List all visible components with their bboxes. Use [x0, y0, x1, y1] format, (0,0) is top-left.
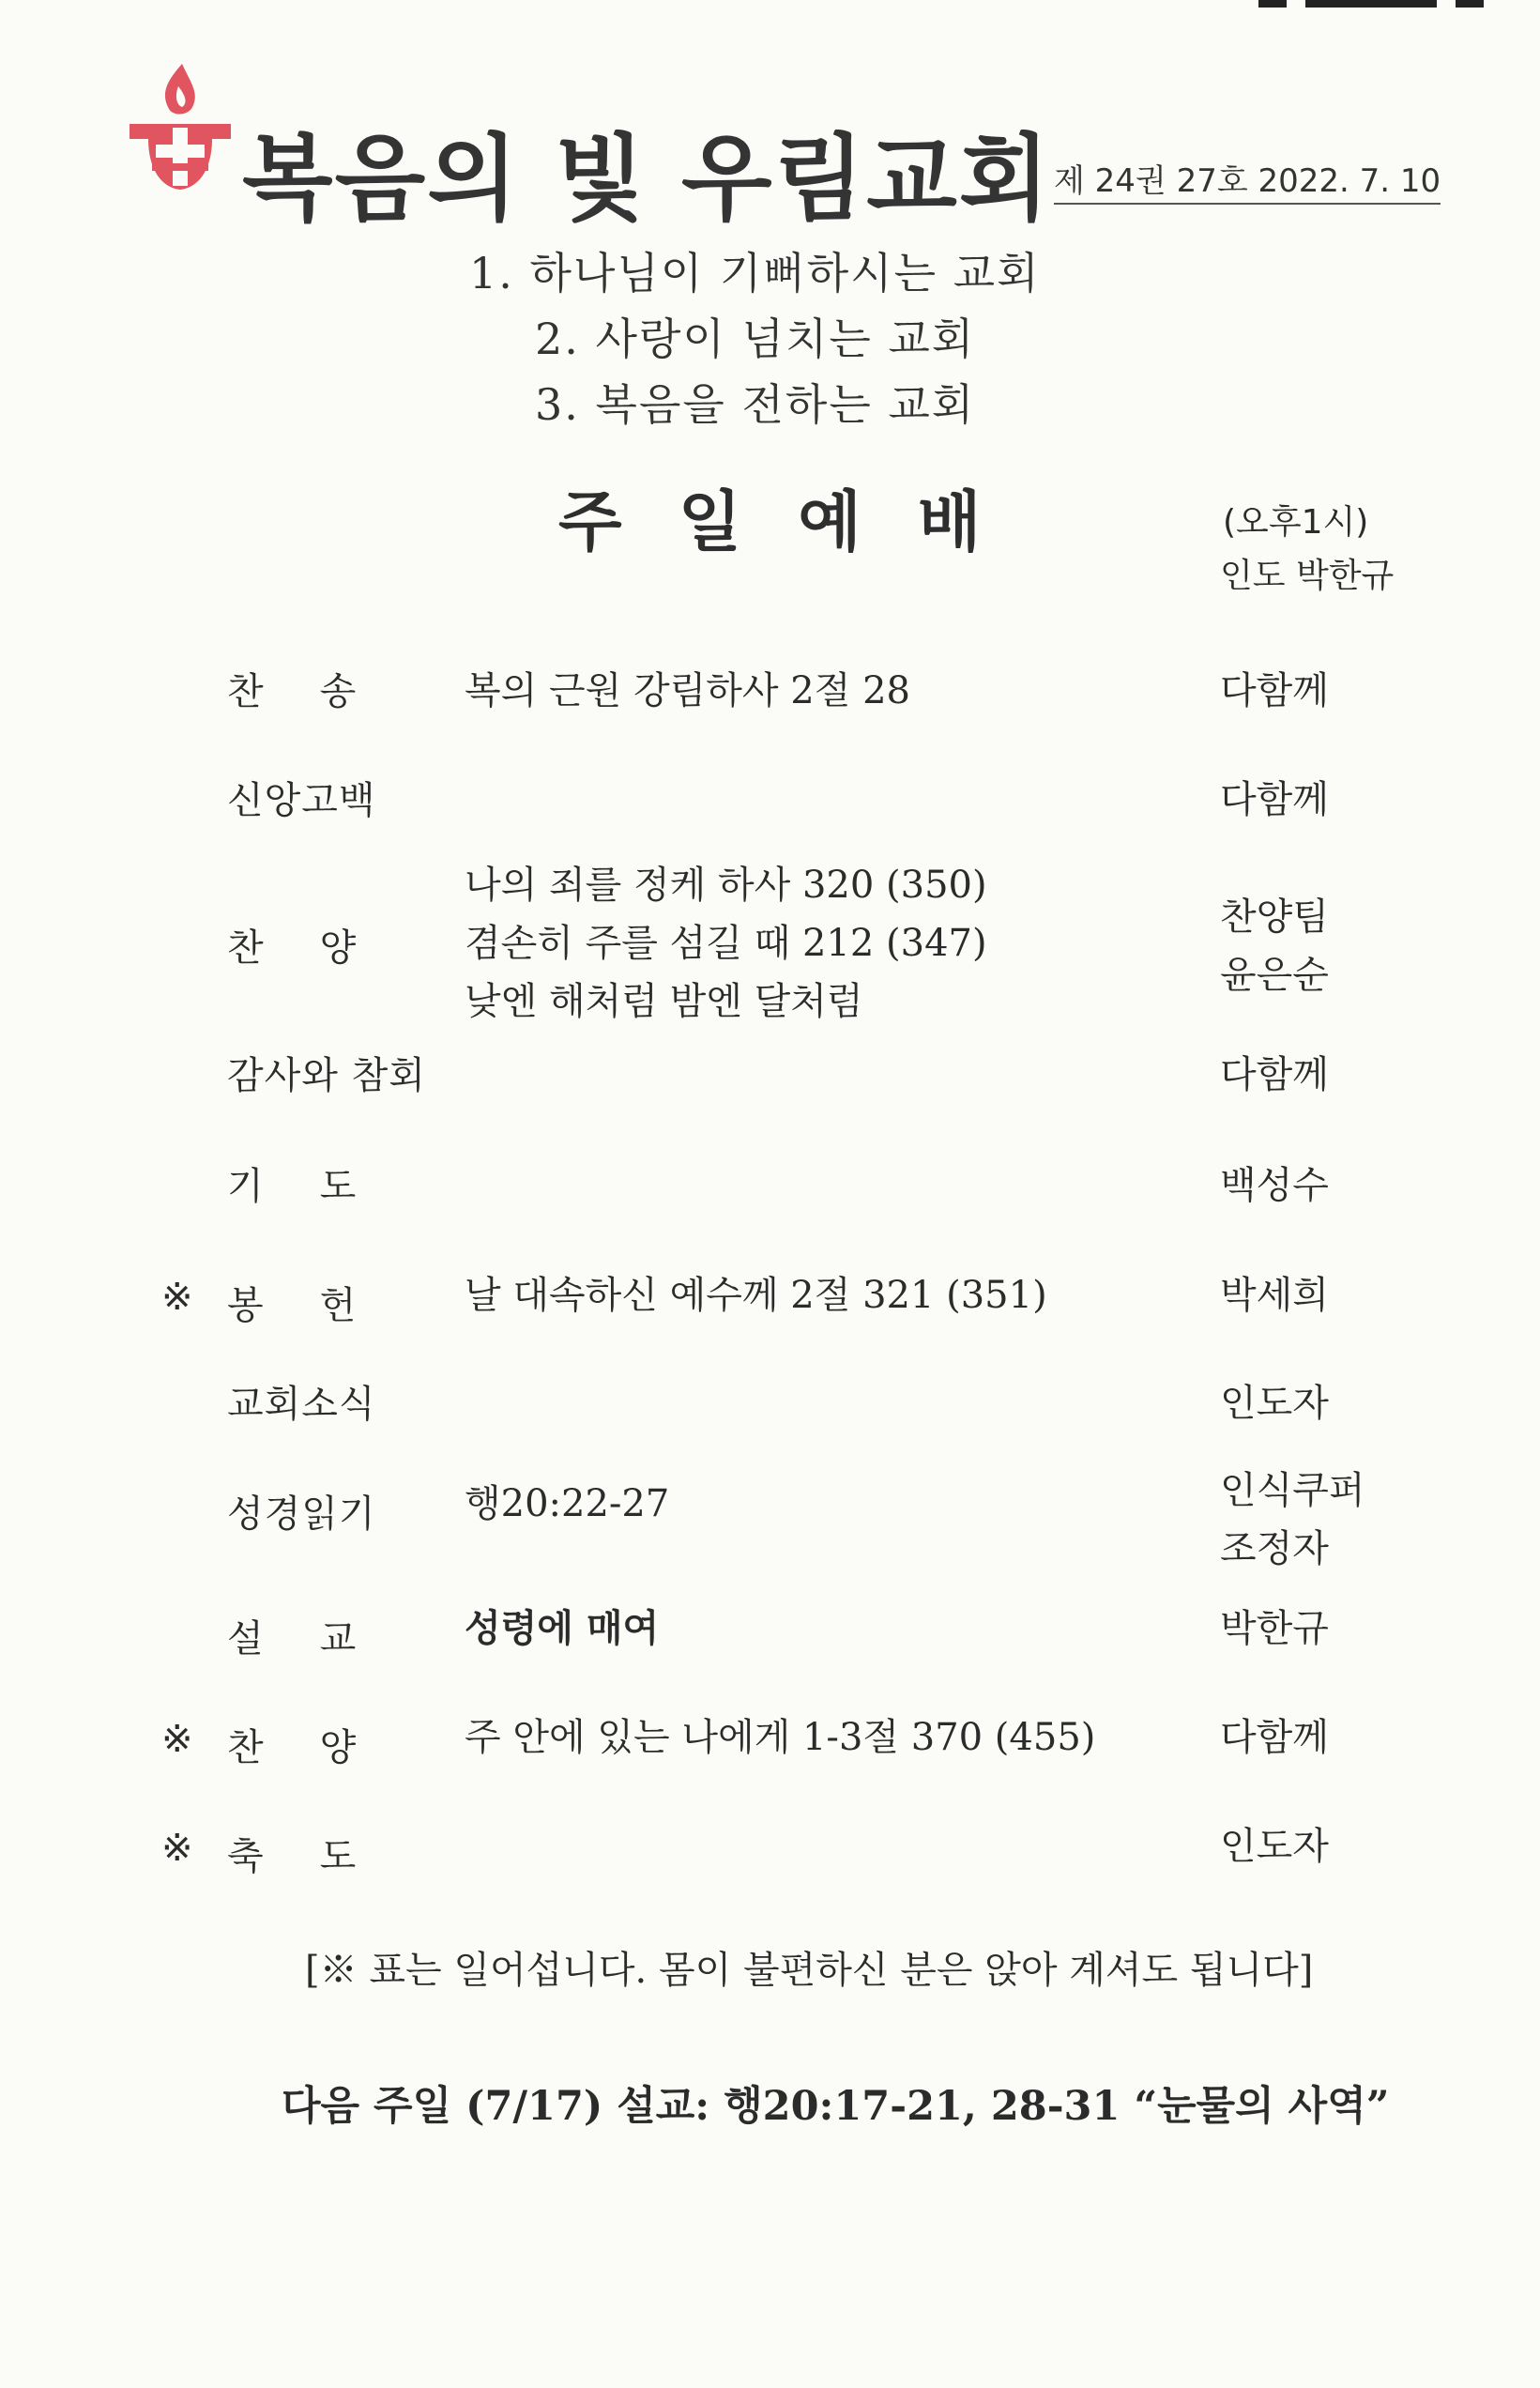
- order-content: 나의 죄를 정케 하사 320 (350): [465, 864, 987, 907]
- service-title: 주일예배: [558, 483, 1038, 560]
- next-sermon: 다음 주일 (7/17) 설교: 행20:17-21, 28-31 “눈물의 사역”: [282, 2083, 1390, 2130]
- order-item: 봉헌: [227, 1284, 413, 1327]
- order-person: 박한규: [1220, 1607, 1329, 1650]
- order-content: 낮엔 해처럼 밤엔 달처럼: [465, 980, 863, 1023]
- order-content: 겸손히 주를 섬길 때 212 (347): [465, 922, 987, 965]
- standing-mark: ※: [161, 1276, 193, 1319]
- service-leader: 인도 박한규: [1220, 557, 1395, 595]
- order-content: 날 대속하신 예수께 2절 321 (351): [465, 1274, 1047, 1317]
- motto-1: 1. 하나님이 기뻐하시는 교회: [469, 248, 1041, 298]
- order-person: 조정자: [1220, 1527, 1329, 1570]
- order-person: 찬양팀: [1220, 896, 1329, 939]
- order-item: 감사와 참회: [227, 1054, 426, 1097]
- order-content: 주 안에 있는 나에게 1-3절 370 (455): [465, 1716, 1096, 1759]
- standing-mark: ※: [161, 1827, 193, 1870]
- standing-mark: ※: [161, 1718, 193, 1761]
- order-person: 인도자: [1220, 1825, 1329, 1868]
- service-time: (오후1시): [1223, 503, 1369, 542]
- order-item: 성경읽기: [227, 1492, 376, 1536]
- motto-3: 3. 복음을 전하는 교회: [535, 379, 976, 430]
- order-person: 박세희: [1220, 1274, 1329, 1317]
- order-person: 다함께: [1220, 778, 1329, 821]
- order-content: 행20:22-27: [465, 1482, 670, 1525]
- order-content: 성령에 매여: [465, 1607, 660, 1650]
- order-item: 설교: [227, 1617, 413, 1661]
- standing-note: [※ 표는 일어섭니다. 몸이 불편하신 분은 앉아 계셔도 됩니다]: [305, 1949, 1314, 1992]
- order-item: 축도: [227, 1835, 413, 1878]
- order-person: 백성수: [1220, 1164, 1329, 1207]
- order-item: 기도: [227, 1165, 413, 1208]
- order-item: 신앙고백: [227, 779, 376, 822]
- church-name: 복음의 빛 우림교회: [242, 124, 1052, 234]
- scan-edge-marks: [1258, 0, 1484, 9]
- order-content: 복의 근원 강림하사 2절 28: [465, 669, 910, 712]
- order-person: 인식쿠퍼: [1220, 1469, 1365, 1512]
- order-item: 교회소식: [227, 1383, 376, 1426]
- order-item: 찬양: [227, 926, 413, 970]
- order-item: 찬송: [227, 670, 413, 713]
- issue-number: 제 24권 27호 2022. 7. 10: [1054, 155, 1441, 205]
- order-person: 다함께: [1220, 669, 1329, 712]
- order-person: 다함께: [1220, 1053, 1329, 1096]
- motto-2: 2. 사랑이 넘치는 교회: [535, 314, 976, 364]
- order-person: 다함께: [1220, 1716, 1329, 1759]
- order-item: 찬양: [227, 1726, 413, 1769]
- order-person: 인도자: [1220, 1382, 1329, 1425]
- order-person: 윤은순: [1220, 954, 1329, 997]
- church-logo-icon: [124, 58, 236, 199]
